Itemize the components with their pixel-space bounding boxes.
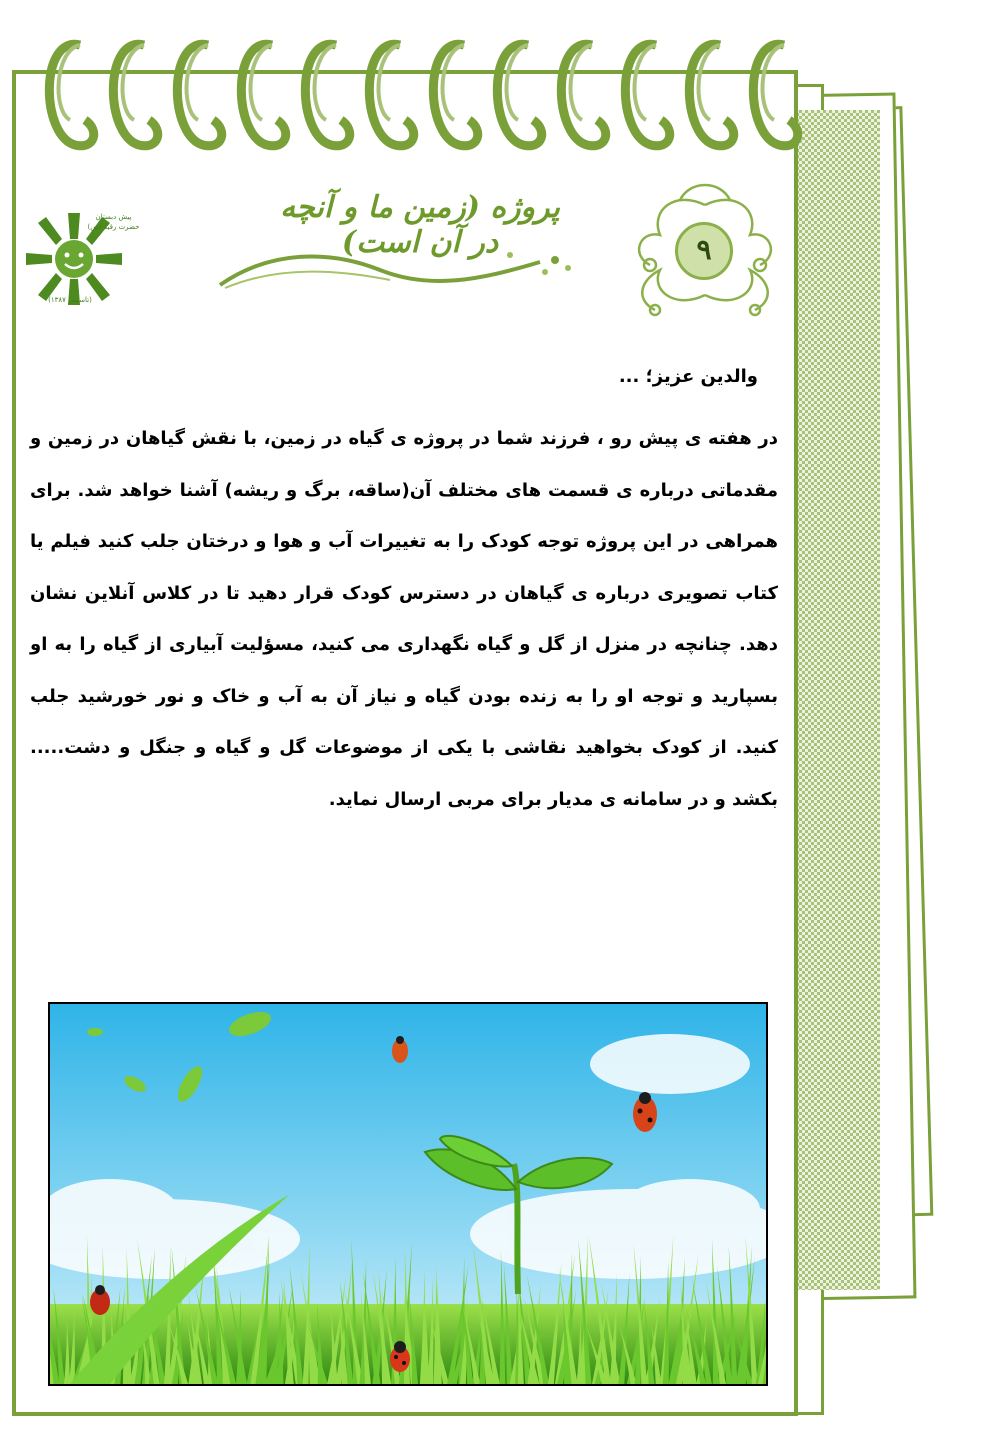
spiral-ring xyxy=(369,44,413,145)
letter-body xyxy=(30,366,778,825)
school-founding-year: (تاسیس ۱۳۸۷) xyxy=(48,296,92,304)
letter-paragraph: در هفته ی پیش رو ، فرزند شما در پروژه ی گیاه در زمین، با نقش گیاهان در زمین و مقدماتی درباره ی قسمت های مختلف آن(ساقه، برگ و ریشه) آشنا خواهد شد. برای همراهی در این پروژه توجه کودک را به تغییرات آب و هوا و درختان جلب کنید فیلم یا کتاب تصویری درباره ی گیاهان در دسترس کودک قرار دهید تا در کلاس آنلاین نشان دهد. چنانچه در منزل از گل و گیاه نگهداری می کنید، مسؤلیت آبیاری از گیاه را به او بسپارید و توجه او را به زنده بودن گیاه و نیاز آن به آب و خاک و نور خورشید جلب کنید. از کودک بخواهید نقاشی با یکی از موضوعات گل و گیاه و جنگل و دشت..... بکشد و در سامانه ی مدیار برای مربی ارسال نماید. xyxy=(30,428,778,810)
sprout-illustration xyxy=(50,1004,766,1384)
spiral-ring xyxy=(305,44,349,145)
spiral-binding xyxy=(20,25,810,175)
spiral-ring xyxy=(497,44,541,145)
spiral-ring xyxy=(689,44,733,145)
page-number: ۹ xyxy=(675,222,733,280)
sprout-photo xyxy=(48,1002,768,1386)
title-flourish xyxy=(210,240,590,300)
spiral-ring xyxy=(753,44,797,145)
spiral-ring xyxy=(433,44,477,145)
school-name: پیش دبستان حضرت رقیه (س) xyxy=(87,213,140,231)
spiral-ring xyxy=(113,44,157,145)
greeting: والدین عزیز؛ ... xyxy=(618,366,758,387)
spiral-ring xyxy=(561,44,605,145)
spiral-ring xyxy=(177,44,221,145)
page-edge-pattern xyxy=(790,110,880,1290)
spiral-ring xyxy=(241,44,285,145)
project-title: پروژه (زمین ما و آنچه در آن است) xyxy=(280,190,560,260)
spiral-ring xyxy=(625,44,669,145)
spiral-ring xyxy=(49,44,93,145)
